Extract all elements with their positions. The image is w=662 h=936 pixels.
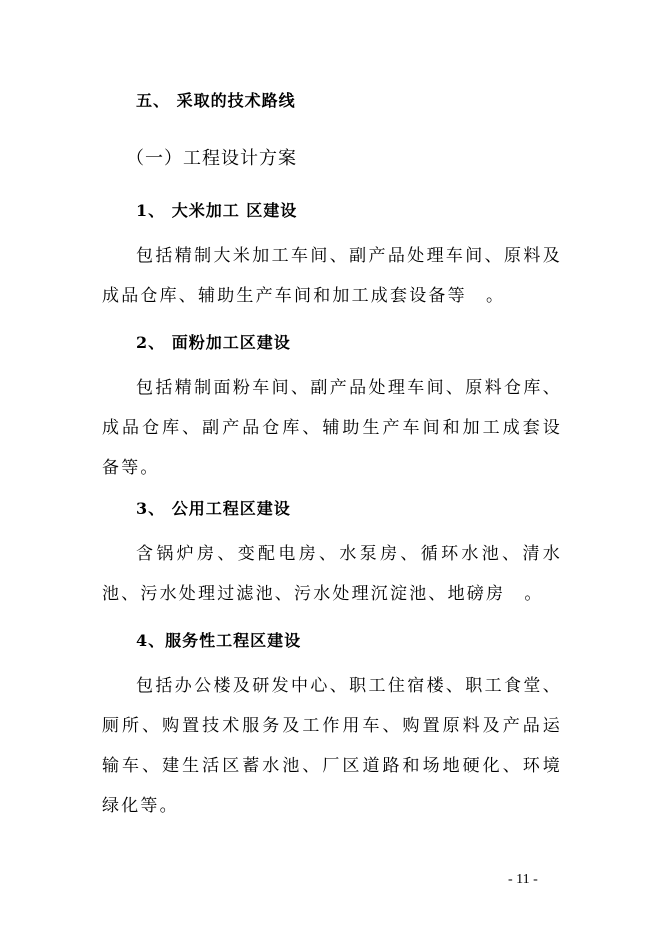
item-4-body: 包括办公楼及研发中心、职工住宿楼、职工食堂、厕所、购置技术服务及工作用车、购置原料及产品运输车、建生活区蓄水池、厂区道路和场地硬化、环境绿化等。 — [102, 676, 562, 816]
section-heading: 五、 采取的技术路线 — [136, 91, 296, 110]
item-4-title: 4、服务性工程区建设 — [136, 631, 302, 650]
item-1-body: 包括精制大米加工车间、副产品处理车间、原料及成品仓库、辅助生产车间和加工成套设备等 。 — [102, 246, 562, 306]
page-number: - 11 - — [508, 872, 538, 887]
item-2-title: 2、 面粉加工区建设 — [136, 333, 291, 352]
item-1-title: 1、 大米加工 区建设 — [136, 201, 298, 220]
subsection-heading: （一）工程设计方案 — [126, 148, 297, 169]
item-3-body: 含锅炉房、变配电房、水泵房、循环水池、清水池、污水处理过滤池、污水处理沉淀池、地磅房 。 — [102, 544, 562, 604]
item-2-body: 包括精制面粉车间、副产品处理车间、原料仓库、成品仓库、副产品仓库、辅助生产车间和加工成套设备等。 — [102, 378, 562, 478]
item-3-title: 3、 公用工程区建设 — [136, 499, 291, 518]
